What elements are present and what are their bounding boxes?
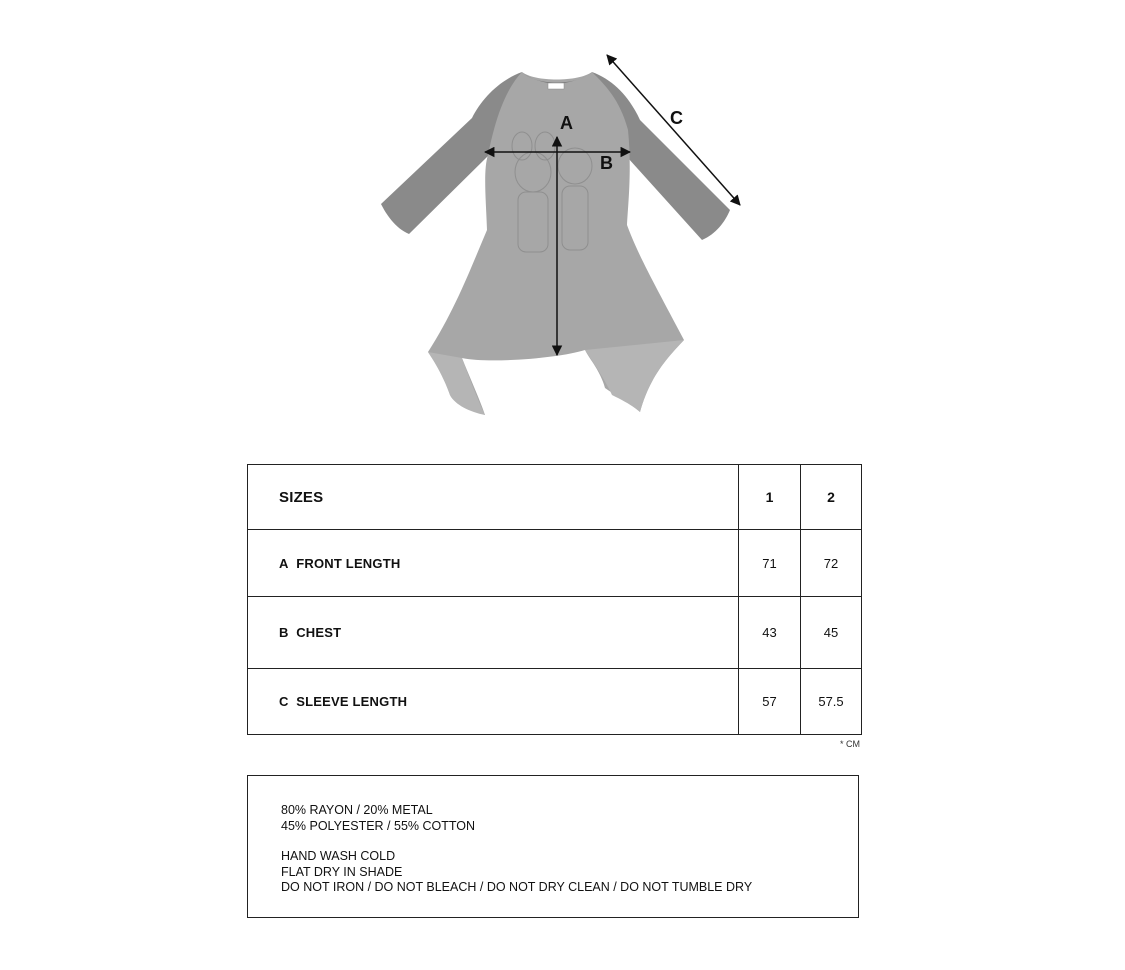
table-header-row [248, 465, 862, 530]
composition-list [281, 803, 858, 834]
row-letter: C [279, 694, 289, 709]
row-name: CHEST [296, 625, 342, 640]
row-value-size-1: 71 [739, 530, 801, 597]
row-label [248, 597, 739, 669]
dimension-c-label: C [670, 108, 683, 128]
garment-illustration [370, 45, 760, 425]
composition-line: 45% POLYESTER / 55% COTTON [281, 818, 476, 833]
unit-note: * CM [840, 739, 860, 749]
table-row [248, 669, 862, 735]
table-row [248, 597, 862, 669]
right-hem-flap [585, 340, 684, 412]
row-name: FRONT LENGTH [296, 555, 401, 571]
row-value-size-1: 57 [739, 669, 801, 735]
dimension-b-label: B [600, 153, 613, 173]
dimension-a-label: A [560, 113, 573, 133]
neck-label [548, 83, 564, 89]
care-instruction-line: FLAT DRY IN SHADE [281, 864, 403, 879]
sizes-header: SIZES [248, 465, 739, 530]
row-letter: A [279, 555, 289, 571]
row-value-size-2: 72 [801, 530, 862, 597]
care-info-box [247, 775, 859, 918]
care-instructions-list [281, 849, 858, 896]
row-value-size-2: 45 [801, 597, 862, 669]
row-label [248, 530, 739, 597]
row-name: SLEEVE LENGTH [296, 694, 408, 709]
size-2-header: 2 [801, 465, 862, 530]
row-label [248, 669, 739, 735]
care-instruction-line: HAND WASH COLD [281, 849, 396, 863]
row-letter: B [279, 625, 289, 640]
left-hem-flap [428, 352, 485, 415]
table-row [248, 530, 862, 597]
size-chart-table [247, 464, 862, 735]
row-value-size-2: 57.5 [801, 669, 862, 735]
care-instruction-line: DO NOT IRON / DO NOT BLEACH / DO NOT DRY CLEAN / DO NOT TUMBLE DRY [281, 880, 753, 894]
size-1-header: 1 [739, 465, 801, 530]
composition-line: 80% RAYON / 20% METAL [281, 803, 433, 817]
row-value-size-1: 43 [739, 597, 801, 669]
